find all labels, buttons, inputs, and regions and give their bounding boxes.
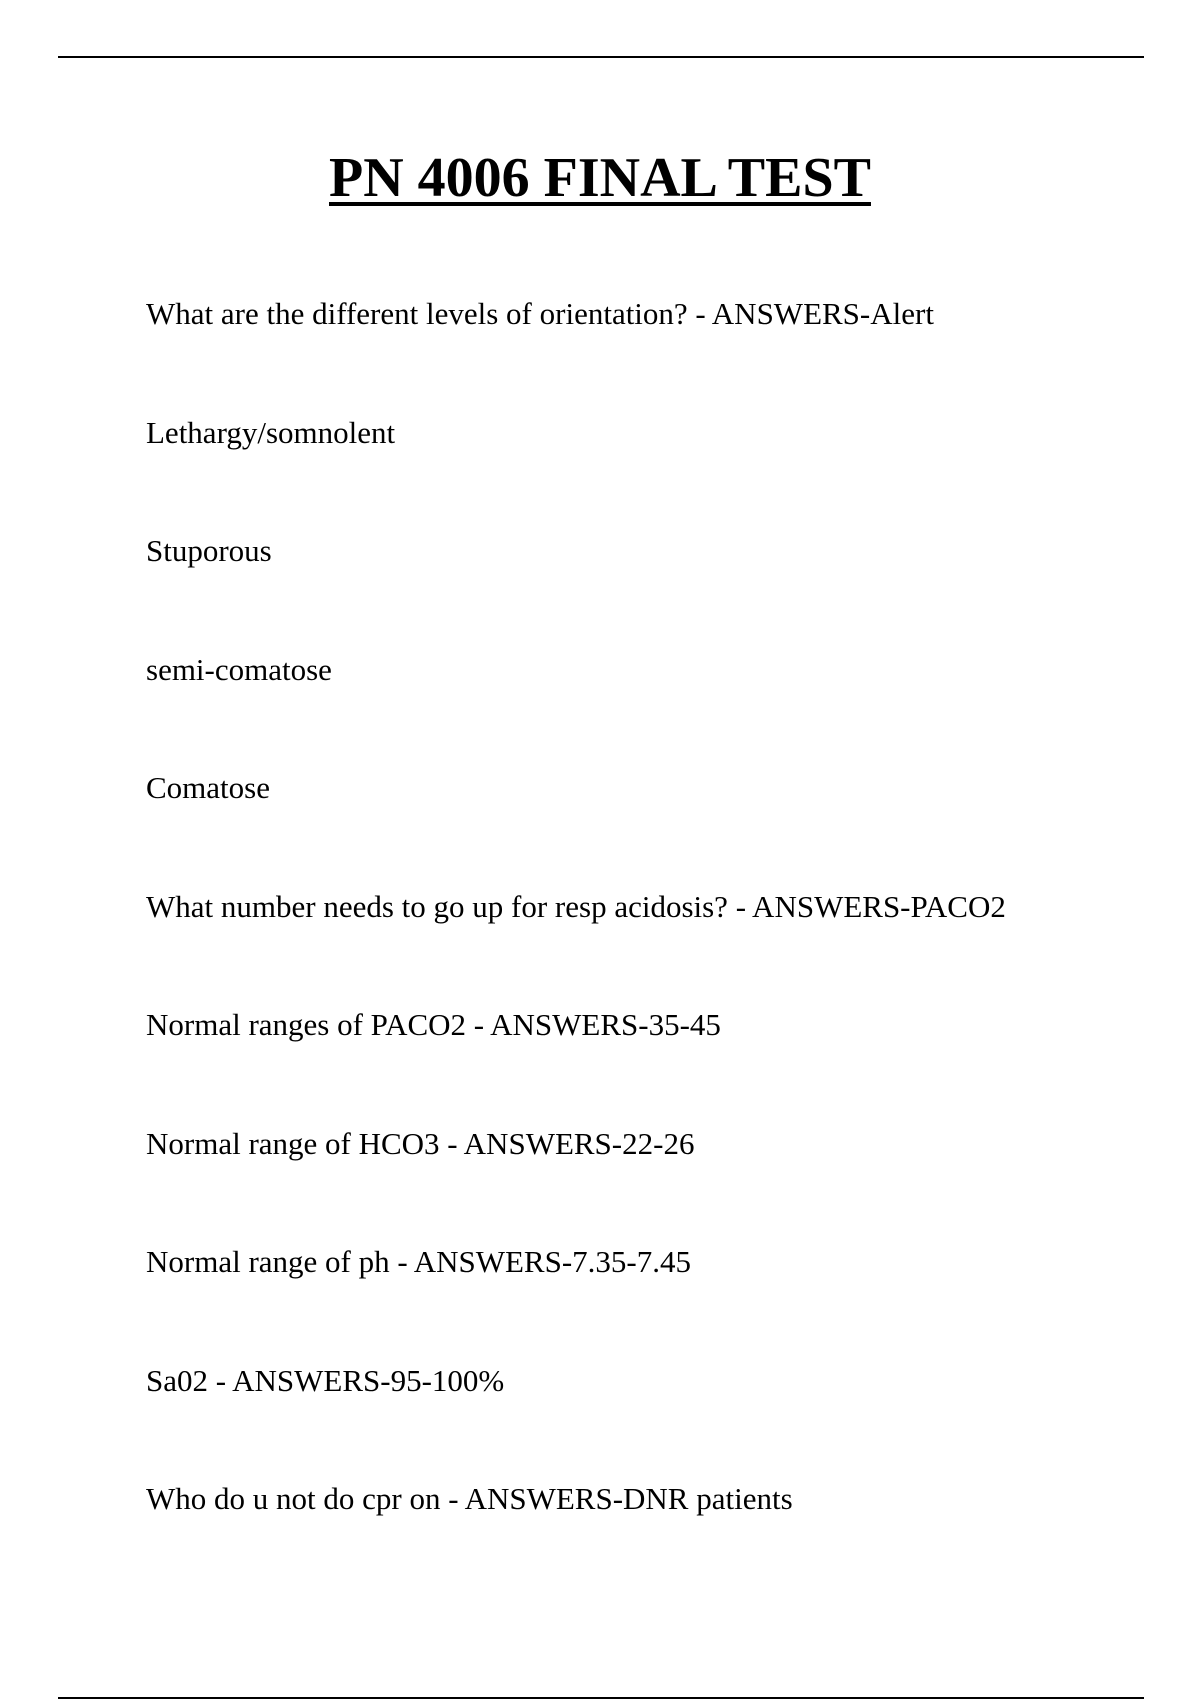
qa-line: semi-comatose xyxy=(146,651,332,687)
page-title xyxy=(0,145,1200,211)
qa-line: Sa02 - ANSWERS-95-100% xyxy=(146,1362,505,1398)
question-answer-list xyxy=(146,294,1146,1598)
qa-line: Comatose xyxy=(146,770,270,805)
qa-line: What are the different levels of orientation? - ANSWERS-Alert xyxy=(146,296,934,331)
top-divider xyxy=(58,56,1144,58)
qa-line: Who do u not do cpr on - ANSWERS-DNR patients xyxy=(146,1481,793,1516)
qa-line: What number needs to go up for resp acidosis? - ANSWERS-PACO2 xyxy=(146,888,1006,924)
qa-line: Normal range of ph - ANSWERS-7.35-7.45 xyxy=(146,1244,691,1279)
bottom-divider xyxy=(58,1697,1144,1699)
page-title-text: PN 4006 FINAL TEST xyxy=(329,147,871,209)
qa-line: Stuporous xyxy=(146,533,272,568)
qa-line: Normal ranges of PACO2 - ANSWERS-35-45 xyxy=(146,1007,721,1042)
qa-line: Lethargy/somnolent xyxy=(146,414,396,450)
qa-line: Normal range of HCO3 - ANSWERS-22-26 xyxy=(146,1125,695,1161)
